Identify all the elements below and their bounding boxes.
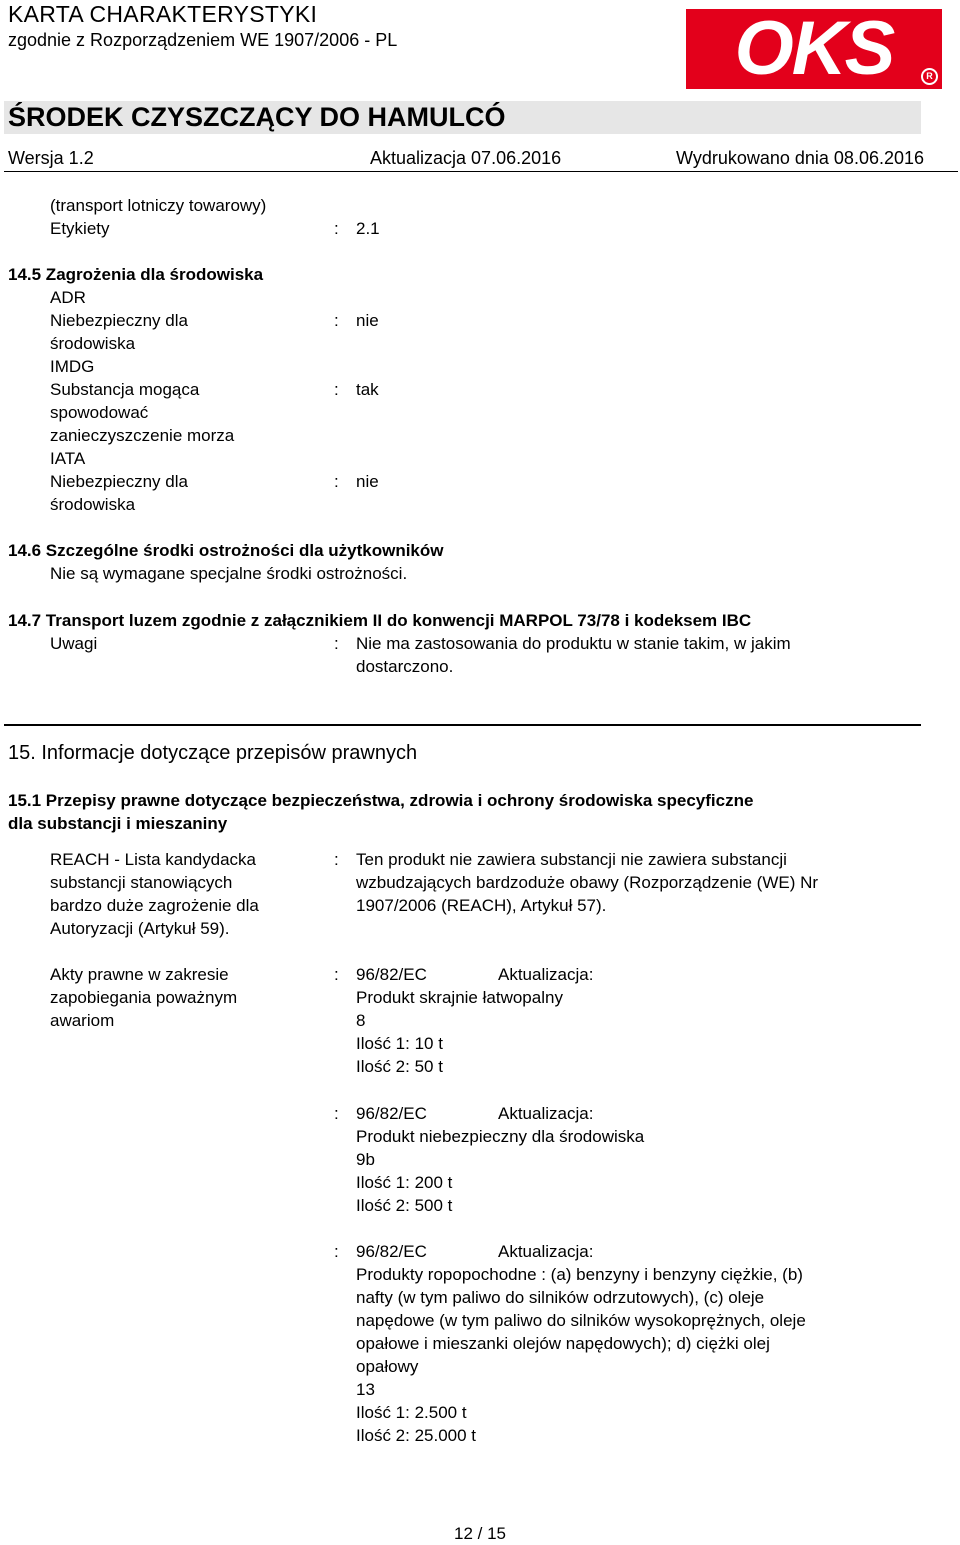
colon: : — [334, 311, 339, 330]
print-date: Wydrukowano dnia 08.06.2016 — [676, 148, 925, 168]
iata-label-line: Niebezpieczny dla — [50, 472, 188, 491]
remarks-value-line: dostarczono. — [356, 657, 454, 676]
colon: : — [334, 965, 339, 984]
product-name-bar — [4, 101, 921, 134]
logo-text: OKS — [734, 6, 894, 91]
update-date: Aktualizacja 07.06.2016 — [370, 148, 562, 168]
entry-line: Ilość 2: 500 t — [356, 1196, 453, 1215]
entry-line: 13 — [356, 1380, 375, 1399]
air-transport-note: (transport lotniczy towarowy) — [50, 196, 267, 215]
reach-label-line: REACH - Lista kandydacka — [50, 850, 256, 869]
adr-label-line: Niebezpieczny dla — [50, 311, 188, 330]
adr-label-line: środowiska — [50, 334, 136, 353]
entry-line: opałowe i mieszanki olejów napędowych); d) ciężki olej — [356, 1334, 770, 1353]
reach-value-line: Ten produkt nie zawiera substancji nie zawiera substancji — [356, 850, 787, 869]
entry-line: Produkty ropopochodne : (a) benzyny i benzyny ciężkie, (b) — [356, 1265, 803, 1284]
reach-value-line: 1907/2006 (REACH), Artykuł 57). — [356, 896, 607, 915]
oks-logo — [686, 6, 942, 91]
colon: : — [334, 850, 339, 869]
iata-heading: IATA — [50, 449, 86, 468]
registered-mark-icon: R — [921, 68, 938, 85]
remarks-label: Uwagi — [50, 634, 98, 653]
regulation-subtitle: zgodnie z Rozporządzeniem WE 1907/2006 - PL — [8, 30, 398, 50]
entry-line: Ilość 2: 25.000 t — [356, 1426, 477, 1445]
section-15-heading: 15. Informacje dotyczące przepisów prawnych — [8, 742, 418, 764]
header-divider — [4, 171, 958, 172]
entry-line: Produkt niebezpieczny dla środowiska — [356, 1127, 645, 1146]
update-label: Aktualizacja: — [498, 1104, 594, 1123]
labels-value: 2.1 — [356, 219, 380, 238]
adr-value: nie — [356, 311, 379, 330]
adr-heading: ADR — [50, 288, 86, 307]
imdg-label-line: Substancja mogąca — [50, 380, 200, 399]
seveso-label-line: zapobiegania poważnym — [50, 988, 238, 1007]
section-14-7-heading: 14.7 Transport luzem zgodnie z załącznikiem II do konwencji MARPOL 73/78 i kodeksem IBC — [8, 611, 752, 630]
iata-value: nie — [356, 472, 379, 491]
entry-line: 9b — [356, 1150, 375, 1169]
reach-label-line: Autoryzacji (Artykuł 59). — [50, 919, 230, 938]
imdg-label-line: zanieczyszczenie morza — [50, 426, 235, 445]
section-divider — [4, 724, 921, 726]
entry-line: Ilość 1: 10 t — [356, 1034, 443, 1053]
update-label: Aktualizacja: — [498, 1242, 594, 1261]
reach-label-line: bardzo duże zagrożenie dla — [50, 896, 259, 915]
colon: : — [334, 1104, 339, 1123]
section-14-5-heading: 14.5 Zagrożenia dla środowiska — [8, 265, 264, 284]
entry-line: nafty (w tym paliwo do silników odrzutowych), (c) oleje — [356, 1288, 765, 1307]
seveso-label-line: Akty prawne w zakresie — [50, 965, 229, 984]
entry-line: Ilość 1: 200 t — [356, 1173, 453, 1192]
imdg-label-line: spowodować — [50, 403, 149, 422]
entry-line: Produkt skrajnie łatwopalny — [356, 988, 563, 1007]
product-name: ŚRODEK CZYSZCZĄCY DO HAMULCÓ — [8, 102, 506, 132]
section-15-1-heading-line: dla substancji i mieszaniny — [8, 814, 228, 833]
imdg-heading: IMDG — [50, 357, 95, 376]
colon: : — [334, 219, 339, 238]
entry-line: Ilość 1: 2.500 t — [356, 1403, 467, 1422]
labels-label: Etykiety — [50, 219, 110, 238]
reach-label-line: substancji stanowiących — [50, 873, 233, 892]
section-14-6-heading: 14.6 Szczególne środki ostrożności dla użytkowników — [8, 541, 444, 560]
reach-value-line: wzbudzających bardzoduże obawy (Rozporządzenie (WE) Nr — [356, 873, 819, 892]
colon: : — [334, 472, 339, 491]
entry-line: opałowy — [356, 1357, 419, 1376]
iata-label-line: środowiska — [50, 495, 136, 514]
remarks-value-line: Nie ma zastosowania do produktu w stanie takim, w jakim — [356, 634, 791, 653]
colon: : — [334, 380, 339, 399]
version: Wersja 1.2 — [8, 148, 94, 168]
document-title: KARTA CHARAKTERYSTYKI — [8, 1, 318, 27]
directive: 96/82/EC — [356, 1242, 427, 1261]
update-label: Aktualizacja: — [498, 965, 594, 984]
imdg-value: tak — [356, 380, 379, 399]
colon: : — [334, 634, 339, 653]
section-14-6-text: Nie są wymagane specjalne środki ostrożności. — [50, 564, 408, 583]
entry-line: Ilość 2: 50 t — [356, 1057, 443, 1076]
page-number: 12 / 15 — [454, 1524, 506, 1543]
entry-line: napędowe (w tym paliwo do silników wysokoprężnych, oleje — [356, 1311, 806, 1330]
directive: 96/82/EC — [356, 965, 427, 984]
seveso-label-line: awariom — [50, 1011, 115, 1030]
section-15-1-heading-line: 15.1 Przepisy prawne dotyczące bezpieczeństwa, zdrowia i ochrony środowiska specyficzne — [8, 791, 754, 810]
directive: 96/82/EC — [356, 1104, 427, 1123]
colon: : — [334, 1242, 339, 1261]
entry-line: 8 — [356, 1011, 366, 1030]
